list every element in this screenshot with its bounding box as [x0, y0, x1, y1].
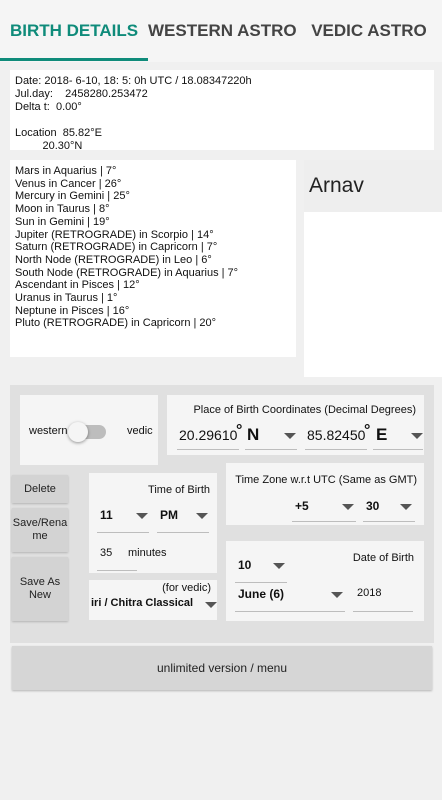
list-item: Jupiter (RETROGRADE) in Scorpio | 14°: [15, 228, 214, 241]
longitude-direction-value[interactable]: E: [376, 425, 388, 444]
timezone-hours-underline: [292, 521, 356, 522]
mode-toggle-thumb[interactable]: [68, 422, 88, 442]
save-as-new-button[interactable]: Save As New: [12, 557, 68, 621]
month-underline: [235, 611, 345, 612]
list-item: Mars in Aquarius | 7°: [15, 165, 117, 177]
list-item: Sun in Gemini | 19°: [15, 215, 110, 228]
active-tab-indicator: [0, 58, 148, 61]
toggle-label-western: western: [29, 425, 68, 437]
longitude-direction-underline: [373, 449, 423, 450]
toggle-label-vedic: vedic: [127, 425, 153, 437]
list-item: Neptune in Pisces | 16°: [15, 304, 130, 317]
day-value[interactable]: 10: [238, 558, 252, 572]
hour-underline: [97, 532, 149, 533]
list-item: Uranus in Taurus | 1°: [15, 292, 118, 305]
info-line-date: Date: 2018- 6-10, 18: 5: 0h UTC / 18.08347220h: [15, 75, 252, 87]
date-of-birth-card: [226, 541, 424, 621]
timezone-card: [226, 463, 424, 525]
list-item: Pluto (RETROGRADE) in Capricorn | 20°: [15, 317, 217, 330]
list-item: South Node (RETROGRADE) in Aquarius | 7°: [15, 266, 239, 279]
chevron-down-icon[interactable]: [196, 513, 208, 519]
latitude-direction-underline: [245, 449, 297, 450]
info-line-blank: [15, 114, 429, 127]
planet-positions-list: [10, 160, 296, 357]
longitude-value[interactable]: 85.82450: [307, 427, 366, 443]
chevron-down-icon[interactable]: [400, 504, 412, 510]
save-rename-button[interactable]: Save/Rena me: [12, 508, 68, 552]
month-value[interactable]: June (6): [238, 587, 285, 601]
timezone-minutes-underline: [363, 521, 415, 522]
longitude-underline: [305, 449, 367, 450]
info-line-latitude: 20.30°N: [15, 140, 83, 150]
info-line-location: Location 85.82°E: [15, 127, 102, 139]
info-line-delta: Delta t: 0.00°: [15, 101, 82, 113]
list-item: Moon in Taurus | 8°: [15, 203, 110, 216]
list-item: North Node (RETROGRADE) in Leo | 6°: [15, 253, 212, 266]
ayanamsa-note: (for vedic): [162, 582, 211, 594]
latitude-degree-symbol: °: [236, 422, 243, 439]
latitude-direction-value[interactable]: N: [247, 425, 260, 444]
saved-names-panel: [304, 160, 442, 377]
chevron-down-icon[interactable]: [411, 433, 423, 439]
chevron-down-icon[interactable]: [331, 592, 343, 598]
list-item: Venus in Cancer | 26°: [15, 177, 122, 190]
list-item: Mercury in Gemini | 25°: [15, 190, 130, 203]
timezone-title: Time Zone w.r.t UTC (Same as GMT): [235, 474, 417, 486]
chevron-down-icon[interactable]: [284, 433, 296, 439]
timezone-minutes-value[interactable]: 30: [366, 499, 380, 513]
minutes-underline: [97, 570, 137, 571]
selected-name[interactable]: Arnav: [304, 160, 442, 212]
tab-bar: [0, 0, 442, 62]
unlimited-version-menu-button[interactable]: unlimited version / menu: [12, 646, 432, 690]
list-item: Saturn (RETROGRADE) in Capricorn | 7°: [15, 241, 218, 254]
chevron-down-icon[interactable]: [273, 563, 285, 569]
tab-vedic-astro[interactable]: VEDIC ASTRO: [311, 21, 427, 40]
minutes-input[interactable]: 35: [100, 547, 113, 559]
day-underline: [235, 582, 287, 583]
ampm-value[interactable]: PM: [160, 508, 178, 522]
timezone-hours-value[interactable]: +5: [295, 499, 309, 513]
mode-toggle-card: [20, 395, 158, 465]
latitude-value[interactable]: 20.29610: [179, 427, 238, 443]
minutes-label: minutes: [128, 547, 167, 559]
chevron-down-icon[interactable]: [342, 504, 354, 510]
tab-western-astro[interactable]: WESTERN ASTRO: [148, 21, 297, 40]
list-item: Ascendant in Pisces | 12°: [15, 279, 140, 292]
chart-info-box: [10, 70, 434, 150]
coordinates-title: Place of Birth Coordinates (Decimal Degrees): [193, 404, 416, 416]
info-line-julday: Jul.day: 2458280.253472: [15, 88, 148, 100]
year-input[interactable]: 2018: [357, 587, 382, 599]
delete-button[interactable]: Delete: [12, 475, 68, 503]
ampm-underline: [157, 532, 209, 533]
year-underline: [353, 611, 413, 612]
chevron-down-icon[interactable]: [205, 602, 217, 608]
ayanamsa-value[interactable]: iri / Chitra Classical: [91, 597, 194, 609]
longitude-degree-symbol: °: [364, 422, 371, 439]
chevron-down-icon[interactable]: [136, 513, 148, 519]
hour-value[interactable]: 11: [100, 508, 113, 522]
time-of-birth-title: Time of Birth: [148, 484, 210, 496]
latitude-underline: [177, 449, 239, 450]
date-of-birth-title: Date of Birth: [352, 552, 414, 564]
tab-birth-details[interactable]: BIRTH DETAILS: [9, 21, 139, 40]
